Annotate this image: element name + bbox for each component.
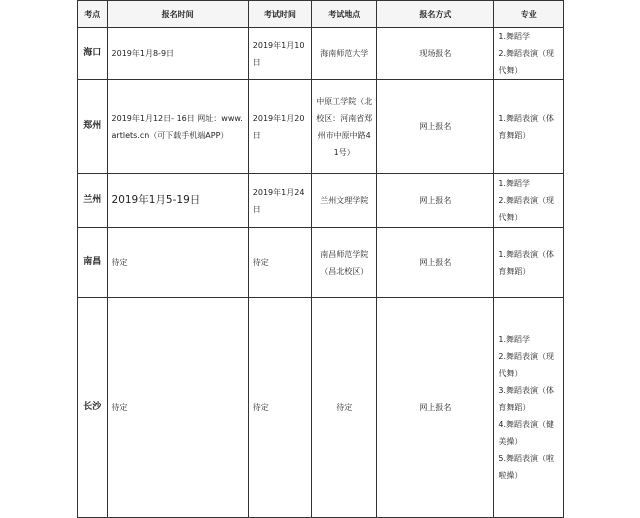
cell-mode: 网上报名 bbox=[377, 80, 494, 174]
major-item: 2.舞蹈表演（现代舞） bbox=[498, 352, 555, 378]
major-item: 4.舞蹈表演（健美操） bbox=[498, 420, 555, 446]
table-row bbox=[78, 80, 564, 174]
cell-site: 南昌 bbox=[78, 228, 108, 298]
cell-major bbox=[494, 174, 564, 228]
cell-reg-time: 待定 bbox=[107, 298, 248, 518]
cell-site: 长沙 bbox=[78, 298, 108, 518]
cell-major bbox=[494, 298, 564, 518]
cell-site: 郑州 bbox=[78, 80, 108, 174]
cell-site: 兰州 bbox=[78, 174, 108, 228]
table-row bbox=[78, 174, 564, 228]
cell-exam-time: 2019年1月24日 bbox=[248, 174, 311, 228]
table-row bbox=[78, 298, 564, 518]
cell-major bbox=[494, 80, 564, 174]
header-location: 考试地点 bbox=[312, 1, 377, 28]
major-item: 3.舞蹈表演（体育舞蹈） bbox=[498, 386, 555, 412]
cell-location: 南昌师范学院（昌北校区） bbox=[312, 228, 377, 298]
table-row bbox=[78, 28, 564, 80]
header-site: 考点 bbox=[78, 1, 108, 28]
major-item: 2.舞蹈表演（现代舞） bbox=[498, 196, 555, 222]
cell-mode: 现场报名 bbox=[377, 28, 494, 80]
cell-exam-time: 2019年1月10日 bbox=[248, 28, 311, 80]
header-mode: 报名方式 bbox=[377, 1, 494, 28]
cell-reg-time: 2019年1月8-9日 bbox=[107, 28, 248, 80]
major-item: 2.舞蹈表演（现代舞） bbox=[498, 49, 555, 75]
header-reg-time: 报名时间 bbox=[107, 1, 248, 28]
major-item: 1.舞蹈学 bbox=[498, 32, 531, 41]
major-item: 5.舞蹈表演（啦啦操） bbox=[498, 454, 555, 480]
major-item: 1.舞蹈学 bbox=[498, 335, 531, 344]
major-item: 1.舞蹈表演（体育舞蹈） bbox=[498, 249, 555, 276]
cell-location: 待定 bbox=[312, 298, 377, 518]
cell-exam-time: 待定 bbox=[248, 298, 311, 518]
cell-reg-time: 2019年1月5-19日 bbox=[107, 174, 248, 228]
cell-major bbox=[494, 28, 564, 80]
cell-reg-time: 待定 bbox=[107, 228, 248, 298]
table-row bbox=[78, 228, 564, 298]
major-item: 1.舞蹈学 bbox=[498, 179, 531, 188]
cell-site: 海口 bbox=[78, 28, 108, 80]
header-exam-time: 考试时间 bbox=[248, 1, 311, 28]
cell-exam-time: 待定 bbox=[248, 228, 311, 298]
cell-location: 兰州文理学院 bbox=[312, 174, 377, 228]
cell-major bbox=[494, 228, 564, 298]
cell-reg-time: 2019年1月12日- 16日 网址：www.artlets.cn（可下载手机端APP） bbox=[107, 80, 248, 174]
cell-exam-time: 2019年1月20日 bbox=[248, 80, 311, 174]
cell-mode: 网上报名 bbox=[377, 228, 494, 298]
cell-mode: 网上报名 bbox=[377, 174, 494, 228]
header-major: 专业 bbox=[494, 1, 564, 28]
cell-mode: 网上报名 bbox=[377, 298, 494, 518]
exam-schedule-table bbox=[77, 0, 564, 518]
major-item: 1.舞蹈表演（体育舞蹈） bbox=[498, 113, 555, 140]
cell-location: 海南师范大学 bbox=[312, 28, 377, 80]
header-row bbox=[78, 1, 564, 28]
cell-location: 中原工学院（北校区：河南省郑州市中原中路41号） bbox=[312, 80, 377, 174]
